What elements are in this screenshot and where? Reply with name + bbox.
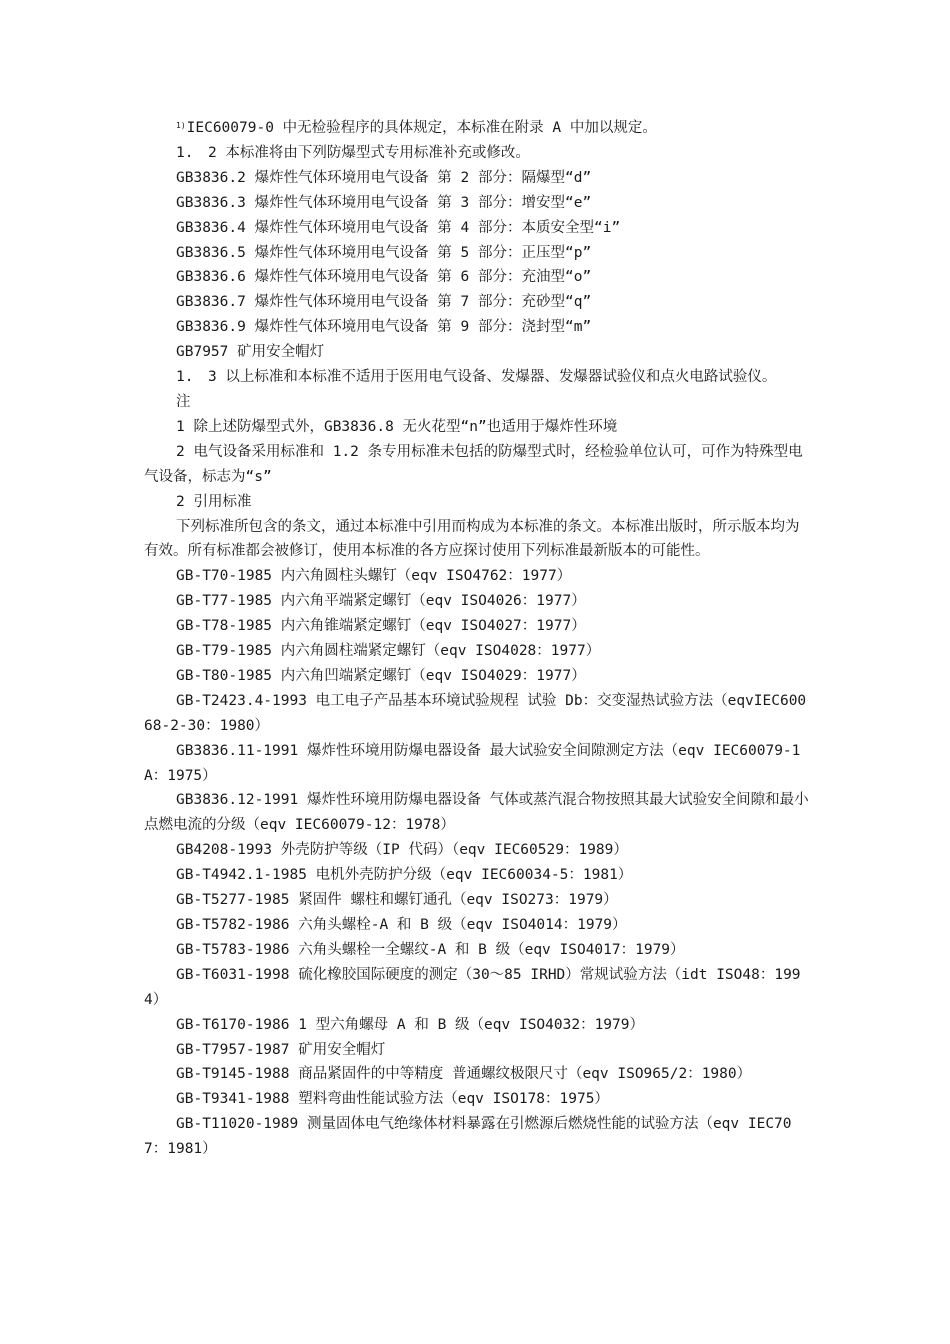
- note-heading: 注: [176, 393, 191, 410]
- standard-ref-gb3836-5: GB3836.5 爆炸性气体环境用电气设备 第 5 部分：正压型“p”: [176, 244, 592, 261]
- reference-item: GB3836.12-1991 爆炸性环境用防爆电器设备 气体或蒸汽混合物按照其最大试验安全间隙和最小点燃电流的分级（eqv IEC60079-12：1978）: [144, 792, 809, 834]
- note-1: 1 除上述防爆型式外，GB3836.8 无火花型“n”也适用于爆炸性环境: [176, 418, 618, 435]
- reference-item: GB-T11020-1989 测量固体电气绝缘体材料暴露在引燃源后燃烧性能的试验方法（eqv IEC707：1981）: [144, 1116, 792, 1158]
- reference-item: GB-T9145-1988 商品紧固件的中等精度 普通螺纹极限尺寸（eqv ISO965/2：1980）: [176, 1066, 752, 1083]
- clause-1-2: 1. 2 本标准将由下列防爆型式专用标准补充或修改。: [176, 144, 530, 161]
- footnote-marker: 1): [176, 121, 186, 130]
- reference-item: GB-T9341-1988 塑料弯曲性能试验方法（eqv ISO178：1975）: [176, 1091, 609, 1108]
- note-2: 2 电气设备采用标准和 1.2 条专用标准未包括的防爆型式时，经检验单位认可，可作为特殊型电气设备，标志为“s”: [144, 443, 803, 485]
- reference-item: GB3836.11-1991 爆炸性环境用防爆电器设备 最大试验安全间隙测定方法（eqv IEC60079-1A：1975）: [144, 742, 801, 784]
- reference-item: GB-T5277-1985 紧固件 螺柱和螺钉通孔（eqv ISO273：1979）: [176, 892, 618, 909]
- reference-item: GB-T78-1985 内六角锥端紧定螺钉（eqv ISO4027：1977）: [176, 618, 586, 635]
- standard-ref-gb3836-4: GB3836.4 爆炸性气体环境用电气设备 第 4 部分：本质安全型“i”: [176, 219, 621, 236]
- reference-item: GB-T6031-1998 硫化橡胶国际硬度的测定（30～85 IRHD）常规试验方法（idt ISO48：1994）: [144, 966, 801, 1008]
- reference-item: GB-T80-1985 内六角凹端紧定螺钉（eqv ISO4029：1977）: [176, 667, 586, 684]
- standard-ref-gb3836-3: GB3836.3 爆炸性气体环境用电气设备 第 3 部分：增安型“e”: [176, 194, 592, 211]
- standard-ref-gb7957: GB7957 矿用安全帽灯: [176, 344, 325, 361]
- reference-item: GB-T70-1985 内六角圆柱头螺钉（eqv ISO4762：1977）: [176, 568, 572, 585]
- reference-item: GB-T6170-1986 1 型六角螺母 A 和 B 级（eqv ISO4032：1979）: [176, 1016, 644, 1033]
- reference-item: GB-T79-1985 内六角圆柱端紧定螺钉（eqv ISO4028：1977）: [176, 643, 601, 660]
- reference-item: GB4208-1993 外壳防护等级（IP 代码）（eqv IEC60529：1989）: [176, 842, 628, 859]
- footnote-paragraph: [144, 114, 810, 141]
- document-body: [144, 114, 810, 1162]
- clause-1-3: 1. 3 以上标准和本标准不适用于医用电气设备、发爆器、发爆器试验仪和点火电路试验仪。: [176, 369, 777, 386]
- reference-item: GB-T5782-1986 六角头螺栓-A 和 B 级（eqv ISO4014：1979）: [176, 917, 627, 933]
- reference-item: GB-T2423.4-1993 电工电子产品基本环境试验规程 试验 Db：交变湿热试验方法（eqvIEC60068-2-30：1980）: [144, 692, 807, 734]
- paragraph-text: IEC60079-0 中无检验程序的具体规定，本标准在附录 A 中加以规定。: [186, 120, 657, 136]
- standard-ref-gb3836-7: GB3836.7 爆炸性气体环境用电气设备 第 7 部分：充砂型“q”: [176, 294, 592, 311]
- reference-item: GB-T5783-1986 六角头螺栓一全螺纹-A 和 B 级（eqv ISO4017：1979）: [176, 941, 685, 958]
- standard-ref-gb3836-6: GB3836.6 爆炸性气体环境用电气设备 第 6 部分：充油型“o”: [176, 269, 592, 286]
- section-heading-referenced-standards: 2 引用标准: [176, 493, 252, 510]
- standard-ref-gb3836-9: GB3836.9 爆炸性气体环境用电气设备 第 9 部分：浇封型“m”: [176, 319, 592, 336]
- standard-ref-gb3836-2: GB3836.2 爆炸性气体环境用电气设备 第 2 部分：隔爆型“d”: [176, 169, 592, 186]
- referenced-standards-intro: 下列标准所包含的条文，通过本标准中引用而构成为本标准的条文。本标准出版时，所示版本均为有效。所有标准都会被修订，使用本标准的各方应探讨使用下列标准最新版本的可能性。: [144, 518, 800, 560]
- reference-item: GB-T77-1985 内六角平端紧定螺钉（eqv ISO4026：1977）: [176, 593, 586, 610]
- reference-item: GB-T7957-1987 矿用安全帽灯: [176, 1041, 386, 1058]
- reference-item: GB-T4942.1-1985 电机外壳防护分级（eqv IEC60034-5：1981）: [176, 867, 633, 884]
